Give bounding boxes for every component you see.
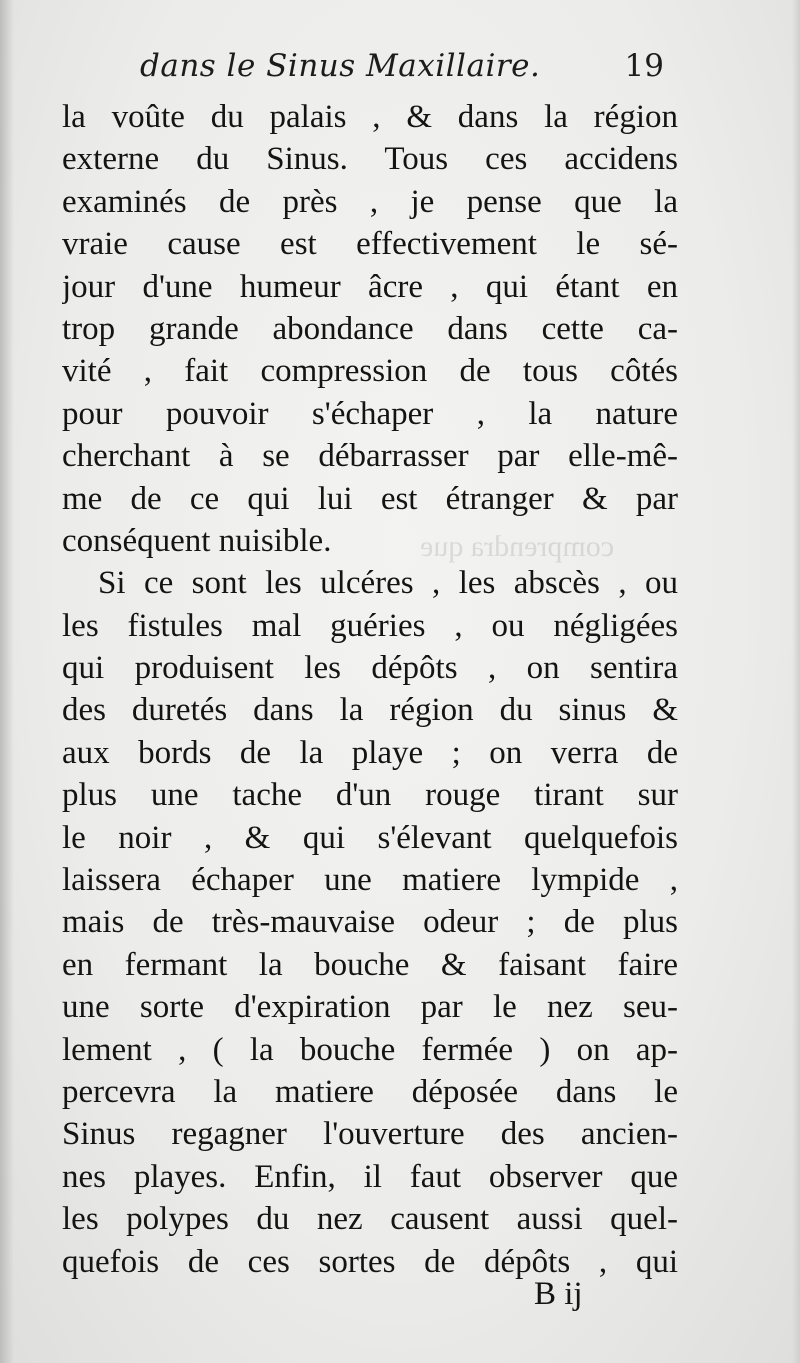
text-line: percevra la matiere déposée dans le <box>62 1073 678 1110</box>
page-number: 19 <box>624 48 664 84</box>
text-line: trop grande abondance dans cette ca- <box>62 310 678 347</box>
text-line: en fermant la bouche & faisant faire <box>62 946 678 983</box>
text-line: les polypes du nez causent aussi quel- <box>62 1201 678 1238</box>
text-line: une sorte d'expiration par le nez seu- <box>62 989 678 1026</box>
text-line: la voûte du palais , & dans la région <box>62 99 678 135</box>
text-line: Sinus regagner l'ouverture des ancien- <box>62 1116 678 1153</box>
page-edge-shadow <box>792 0 800 1363</box>
text-line: vraie cause est effectivement le sé- <box>62 226 678 263</box>
text-line: des duretés dans la région du sinus & <box>62 692 678 729</box>
paragraph-end-line: conséquent nuisible. <box>62 522 332 559</box>
show-through-text: comprendra que <box>420 530 615 563</box>
running-head <box>140 48 680 96</box>
text-line: jour d'une humeur âcre , qui étant en <box>62 268 678 305</box>
text-line: lement , ( la bouche fermée ) on ap- <box>62 1031 678 1068</box>
text-line: me de ce qui lui est étranger & par <box>62 480 678 517</box>
text-line: examinés de près , je pense que la <box>62 183 678 220</box>
text-line: quefois de ces sortes de dépôts , qui <box>62 1243 678 1280</box>
text-line: cherchant à se débarrasser par elle-mê- <box>62 438 678 475</box>
page-binding-shadow <box>0 0 14 1363</box>
paragraph-start-line: Si ce sont les ulcéres , les abscès , ou <box>98 565 678 602</box>
text-line: externe du Sinus. Tous ces accidens <box>62 141 678 178</box>
body-text <box>62 96 678 1283</box>
text-line: les fistules mal guéries , ou négligées <box>62 607 678 644</box>
text-line: aux bords de la playe ; on verra de <box>62 734 678 771</box>
signature-mark: B ij <box>534 1276 583 1312</box>
text-line: plus une tache d'un rouge tirant sur <box>62 777 678 814</box>
text-line: mais de très-mauvaise odeur ; de plus <box>62 904 678 941</box>
text-line: pour pouvoir s'échaper , la nature <box>62 395 678 432</box>
text-line: qui produisent les dépôts , on sentira <box>62 650 678 687</box>
text-line: nes playes. Enfin, il faut observer que <box>62 1158 678 1195</box>
text-line: le noir , & qui s'élevant quelquefois <box>62 819 678 856</box>
text-line: vité , fait compression de tous côtés <box>62 353 678 390</box>
running-title: dans le Sinus Maxillaire. <box>140 48 541 84</box>
text-line: laissera échaper une matiere lympide , <box>62 862 678 899</box>
